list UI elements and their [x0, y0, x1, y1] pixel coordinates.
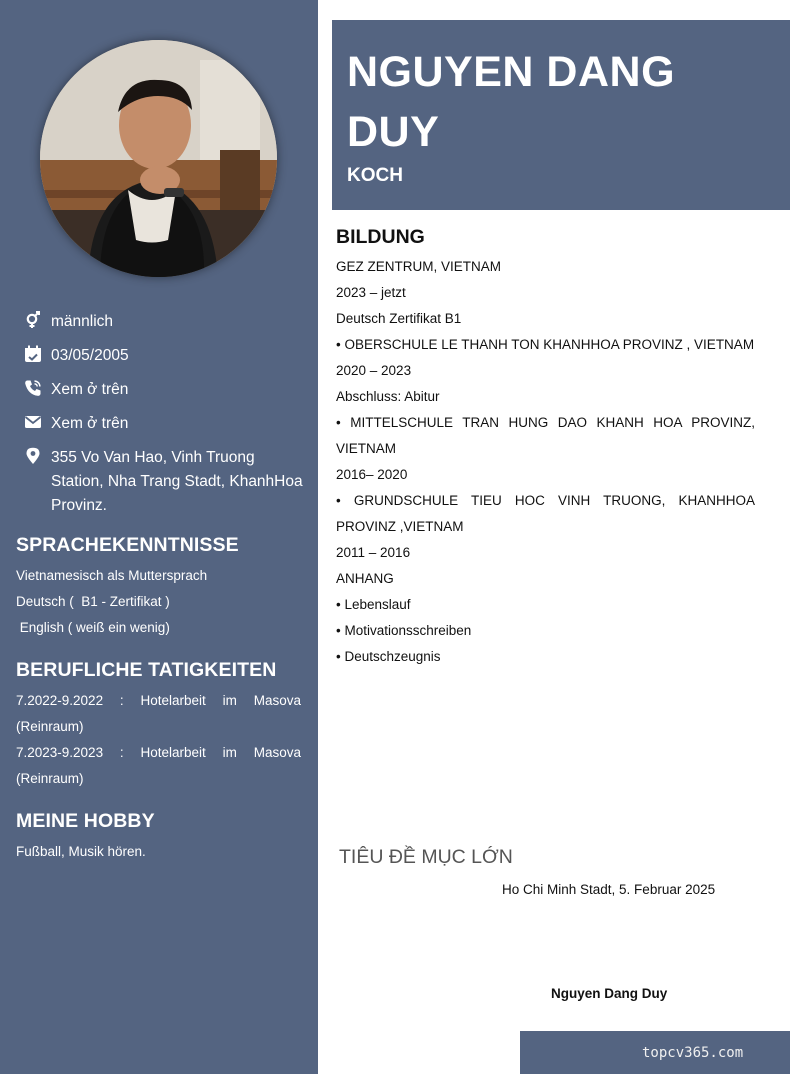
education-line: GEZ ZENTRUM, VIETNAM	[336, 259, 501, 274]
languages-section	[16, 534, 301, 641]
language-item: English ( weiß ein wenig)	[16, 620, 170, 635]
hobby-heading: MEINE HOBBY	[16, 810, 155, 832]
language-item: Deutsch ( B1 - Zertifikat )	[16, 594, 170, 609]
avatar	[40, 40, 277, 277]
education-line: 2016– 2020	[336, 467, 408, 482]
gender-icon	[24, 311, 44, 331]
name-header	[332, 20, 790, 210]
name-line: NGUYEN DANG	[347, 48, 676, 96]
email-icon	[24, 413, 44, 433]
work-item: 7.2023-9.2023 : Hotelarbeit im Masova (Reinraum)	[16, 745, 301, 786]
education-line: • Deutschzeugnis	[336, 649, 441, 664]
address-text: 355 Vo Van Hao, Vinh Truong Station, Nha Trang Stadt, KhanhHoa Provinz.	[51, 449, 303, 514]
education-line: • Motivationsschreiben	[336, 623, 472, 638]
hobby-text: Fußball, Musik hören.	[16, 844, 146, 859]
sidebar	[0, 0, 318, 1074]
phone-icon	[24, 379, 44, 399]
education-line: • GRUNDSCHULE TIEU HOC VINH TRUONG, KHANHHOA PROVINZ ,VIETNAM	[336, 493, 755, 534]
watermark-site: topcv365.com	[642, 1045, 744, 1061]
section-title-placeholder: TIÊU ĐỀ MỤC LỚN	[339, 846, 513, 868]
email-text: Xem ở trên	[51, 415, 129, 432]
education-line: 2023 – jetzt	[336, 285, 406, 300]
contact-gender	[24, 310, 304, 334]
phone-text: Xem ở trên	[51, 381, 129, 398]
work-heading: BERUFLICHE TATIGKEITEN	[16, 659, 277, 681]
contact-address	[24, 446, 304, 518]
languages-heading: SPRACHEKENNTNISSE	[16, 534, 239, 556]
profile-photo	[40, 40, 277, 277]
education-heading: BILDUNG	[336, 226, 425, 248]
place-date: Ho Chi Minh Stadt, 5. Februar 2025	[502, 882, 716, 897]
signer-name: Nguyen Dang Duy	[551, 986, 668, 1001]
work-section	[16, 659, 301, 792]
calendar-icon	[24, 345, 44, 365]
education-line: • MITTELSCHULE TRAN HUNG DAO KHANH HOA PROVINZ, VIETNAM	[336, 415, 755, 456]
education-section	[336, 226, 755, 670]
birthdate-text: 03/05/2005	[51, 347, 129, 364]
name-line: DUY	[347, 108, 440, 156]
job-title: KOCH	[347, 165, 403, 186]
education-line: • Lebenslauf	[336, 597, 411, 612]
contact-birthdate	[24, 344, 304, 368]
education-line: ANHANG	[336, 571, 394, 586]
work-item: 7.2022-9.2022 : Hotelarbeit im Masova (Reinraum)	[16, 693, 301, 734]
education-line: 2011 – 2016	[336, 545, 411, 560]
education-line: • OBERSCHULE LE THANH TON KHANHHOA PROVINZ , VIETNAM	[336, 337, 755, 352]
full-name	[347, 42, 707, 162]
education-line: 2020 – 2023	[336, 363, 412, 378]
education-line: Abschluss: Abitur	[336, 389, 440, 404]
gender-text: männlich	[51, 313, 114, 330]
contact-info	[24, 310, 304, 528]
contact-email	[24, 412, 304, 436]
contact-phone	[24, 378, 304, 402]
location-icon	[24, 447, 44, 467]
hobby-section	[16, 810, 301, 865]
language-item: Vietnamesisch als Muttersprach	[16, 568, 208, 583]
education-line: Deutsch Zertifikat B1	[336, 311, 462, 326]
